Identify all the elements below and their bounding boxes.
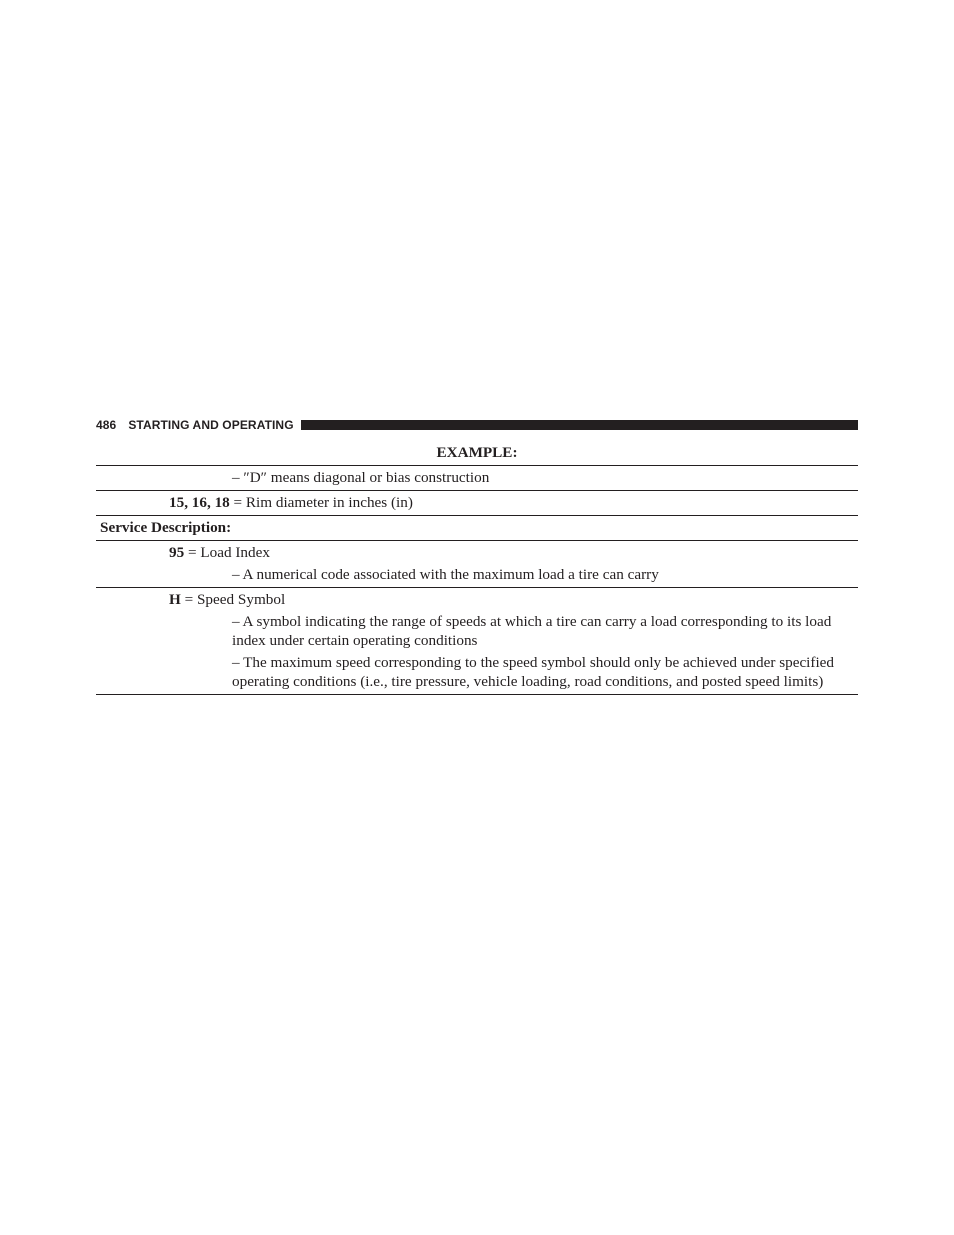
- speed-note-2: – The maximum speed corresponding to the speed symbol should only be achieved under specified operating conditions (i.e., tire pressure, vehicle loading, road conditions, and posted speed limits): [232, 654, 835, 690]
- speed-code: H: [169, 591, 181, 608]
- page-header: [96, 417, 858, 433]
- load-code: 95: [169, 544, 185, 561]
- table-row-rim: [96, 491, 858, 516]
- table-heading: EXAMPLE:: [96, 441, 858, 466]
- header-rule: [301, 420, 858, 430]
- load-line: [96, 543, 858, 562]
- page-number: 486: [96, 418, 117, 432]
- speed-line: [96, 590, 858, 609]
- table-row-load: [96, 541, 858, 588]
- rim-text: = Rim diameter in inches (in): [229, 494, 413, 511]
- construction-note: – ″D″ means diagonal or bias construction: [232, 469, 490, 486]
- table-row-construction: [96, 466, 858, 491]
- load-text: = Load Index: [184, 544, 270, 561]
- table-row-service: [96, 516, 858, 541]
- speed-text: = Speed Symbol: [180, 591, 286, 608]
- load-note: – A numerical code associated with the maximum load a tire can carry: [232, 566, 659, 583]
- section-title: STARTING AND OPERATING: [128, 418, 294, 432]
- rim-line: [96, 493, 858, 512]
- tire-code-table: [96, 441, 858, 695]
- table-row-speed: [96, 588, 858, 695]
- service-description-label: Service Description:: [100, 519, 232, 536]
- speed-note-1: – A symbol indicating the range of speeds at which a tire can carry a load corresponding to its load index under certain operating conditions: [232, 613, 832, 649]
- rim-code: 15, 16, 18: [169, 494, 230, 511]
